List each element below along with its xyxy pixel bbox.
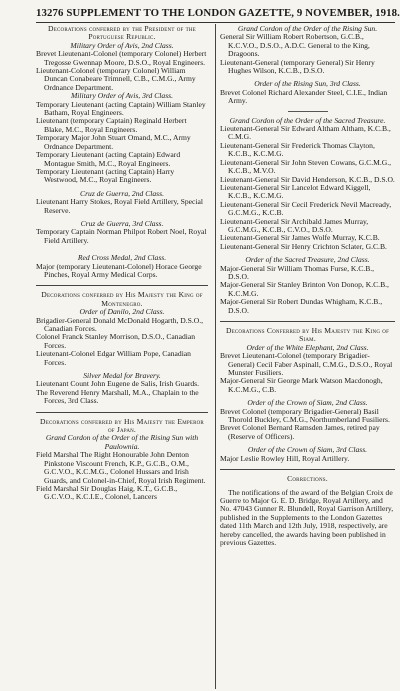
section-subheading: Military Order of Avis, 3rd Class. xyxy=(70,91,174,101)
award-entry: Brevet Colonel Richard Alexander Steel, C.I.E., Indian Army. xyxy=(220,87,388,106)
section-rule xyxy=(220,469,395,470)
section-subheading: Red Cross Medal, 2nd Class. xyxy=(77,253,167,263)
award-entry: Lieutenant-Colonel Edgar William Pope, Canadian Forces. xyxy=(36,349,191,367)
section-subheading: Military Order of Avis, 2nd Class. xyxy=(70,40,174,50)
page-title: SUPPLEMENT TO THE LONDON GAZETTE, 9 NOVEMBER, 1918. xyxy=(66,7,400,19)
award-entry: Major-General Sir George Mark Watson Macdonogh, K.C.M.G., C.B. xyxy=(220,376,383,394)
siam-heading: Decorations Conferred by His Majesty the King of Siam. xyxy=(225,326,390,344)
award-entry: Brevet Lieutenant-Colonel (temporary Colonel) Herbert Tregosse Gwennap Moore, D.S.O., Royal Engineers. xyxy=(36,49,207,67)
award-entry: Temporary Lieutenant (acting Captain) Harry Westwood, M.C., Royal Engineers. xyxy=(36,166,175,185)
award-entry: Lieutenant-General Sir David Henderson, K.C.B., D.S.O. xyxy=(220,174,395,184)
header-rule xyxy=(36,22,395,23)
award-entry: Major Leslie Rowley Hill, Royal Artillery. xyxy=(220,453,350,463)
portugal-heading: Decorations conferred by the President of the Portuguese Republic. xyxy=(48,24,196,42)
section-subheading: Grand Cordon of the Order of the Rising Sun with Paulownia. xyxy=(45,433,199,451)
award-entry: Major-General Sir Stanley Brinton Von Donop, K.C.B., K.C.M.G. xyxy=(220,280,389,298)
award-entry: Lieutenant-General Sir John Steven Cowans, G.C.M.G., K.C.B., M.V.O. xyxy=(220,157,392,176)
section-subheading: Order of Danilo, 2nd Class. xyxy=(79,307,165,317)
section-rule xyxy=(36,412,208,413)
section-subheading: Cruz de Guerra, 3rd Class. xyxy=(80,218,164,228)
section-subheading: Order of the Crown of Siam, 3rd Class. xyxy=(247,445,368,455)
section-subheading: Cruz de Guerra, 2nd Class. xyxy=(80,188,164,198)
section-subheading: Order of the White Elephant, 2nd Class. xyxy=(246,342,369,352)
award-entry: Lieutenant-General (temporary General) Sir Henry Hughes Wilson, K.C.B., D.S.O. xyxy=(220,57,375,76)
section-subheading: Order of the Rising Sun, 3rd Class. xyxy=(254,79,361,89)
award-entry: Brevet Lieutenant-Colonel (temporary Brigadier-General) Cecil Faber Aspinall, C.M.G., D.S.O., Royal Munster Fusiliers. xyxy=(220,351,393,378)
section-rule xyxy=(220,321,395,322)
corrections-heading: Corrections. xyxy=(287,474,328,484)
award-entry: General Sir William Robert Robertson, G.C.B., K.C.V.O., D.S.O., A.D.C. General to the King, Dragoons. xyxy=(220,32,370,59)
award-entry: Lieutenant-General Sir Cecil Frederick Nevil Macready, G.C.M.G., K.C.B. xyxy=(220,199,392,218)
award-entry: The Reverend Henry Marshall, M.A., Chaplain to the Forces, 3rd Class. xyxy=(36,387,199,406)
japan-heading: Decorations conferred by His Majesty the Emperor of Japan. xyxy=(40,416,204,435)
section-subheading: Grand Cordon of the Order of the Rising Sun. xyxy=(237,24,378,33)
award-entry: Temporary Lieutenant (acting Captain) William Stanley Batham, Royal Engineers. xyxy=(36,99,206,118)
award-entry: Lieutenant Count John Eugene de Salis, Irish Guards. xyxy=(36,379,200,389)
award-entry: Field Marshal The Right Honourable John Denton Pinkstone Viscount French, K.P., G.C.B., O.M., G.C.V.O., K.C.M.G., Colonel Hussars and Irish Guards, and Colonel-in-Chief, Royal Irish Regiment. xyxy=(36,450,206,485)
award-entry: Lieutenant (temporary Captain) Reginald Herbert Blake, M.C., Royal Engineers. xyxy=(36,116,187,134)
award-entry: Lieutenant-General Sir James Wolfe Murray, K.C.B. xyxy=(220,233,380,243)
left-column xyxy=(36,25,208,502)
award-entry: Lieutenant Harry Stokes, Royal Field Artillery, Special Reserve. xyxy=(36,197,203,215)
award-entry: Temporary Lieutenant (acting Captain) Edward Montague Smith, M.C., Royal Engineers. xyxy=(36,150,181,168)
award-entry: Lieutenant-Colonel (temporary Colonel) William Duncan Conabeare Trimnell, C.B., C.M.G., Army Ordnance Department. xyxy=(36,66,196,92)
section-subheading: Order of the Crown of Siam, 2nd Class. xyxy=(247,398,368,408)
page-header xyxy=(36,7,400,19)
column-divider xyxy=(215,24,216,689)
section-subheading: Order of the Sacred Treasure, 2nd Class. xyxy=(245,255,370,265)
award-entry: Major-General Sir William Thomas Furse, K.C.B., D.S.O. xyxy=(220,263,375,281)
award-entry: Lieutenant-General Sir Edward Altham Altham, K.C.B., C.M.G. xyxy=(220,124,391,142)
montenegro-heading: Decorations conferred by His Majesty the King of Montenegro. xyxy=(41,290,203,308)
corrections-text: The notifications of the award of the Belgian Croix de Guerre to Major G. E. D. Bridge, Royal Artillery, and No. 47043 Gunner R. Blundell, Royal Garrison Artillery, published in the Supplements to the London Gazettes dated 11th March and 12th July, 1918, respectively, are hereby cancelled, the awards having been published in previous Gazettes. xyxy=(220,487,394,547)
award-entry: Field Marshal Sir Douglas Haig, K.T., G.C.B., G.C.V.O., K.C.I.E., Colonel, Lancers xyxy=(36,483,178,502)
award-entry: Major-General Sir Robert Dundas Whigham, K.C.B., D.S.O. xyxy=(220,297,383,315)
award-entry: Major (temporary Lieutenant-Colonel) Horace George Pinches, Royal Army Medical Corps. xyxy=(36,261,202,279)
short-rule xyxy=(288,111,328,112)
award-entry: Lieutenant-General Sir Frederick Thomas Clayton, K.C.B., K.C.M.G. xyxy=(220,140,375,159)
award-entry: Lieutenant-General Sir Archibald James Murray, G.C.M.G., K.C.B., C.V.O., D.S.O. xyxy=(220,216,369,234)
award-entry: Brevet Colonel Bernard Ramsden James, retired pay (Reserve of Officers). xyxy=(220,423,380,441)
award-entry: Lieutenant-General Sir Henry Crichton Sclater, G.C.B. xyxy=(220,241,387,251)
award-entry: Brigadier-General Donald McDonald Hogarth, D.S.O., Canadian Forces. xyxy=(36,315,204,333)
award-entry: Temporary Captain Norman Philpot Robert Noel, Royal Field Artillery. xyxy=(36,227,207,245)
page-number: 13276 xyxy=(36,7,64,19)
section-rule xyxy=(36,285,208,286)
section-subheading: Silver Medal for Bravery. xyxy=(83,371,161,381)
award-entry: Brevet Colonel (temporary Brigadier-General) Basil Thorold Buckley, C.M.G., Northumberland Fusiliers. xyxy=(220,406,390,425)
award-entry: Lieutenant-General Sir Lancelot Edward Kiggell, K.C.B., K.C.M.G. xyxy=(220,182,371,201)
section-subheading: Grand Cordon of the Order of the Sacred Treasure. xyxy=(229,115,386,125)
award-entry: Temporary Major John Stuart Omand, M.C., Army Ordnance Department. xyxy=(36,133,191,151)
right-column xyxy=(220,25,395,547)
award-entry: Colonel Franck Stanley Morrison, D.S.O., Canadian Forces. xyxy=(36,332,196,350)
